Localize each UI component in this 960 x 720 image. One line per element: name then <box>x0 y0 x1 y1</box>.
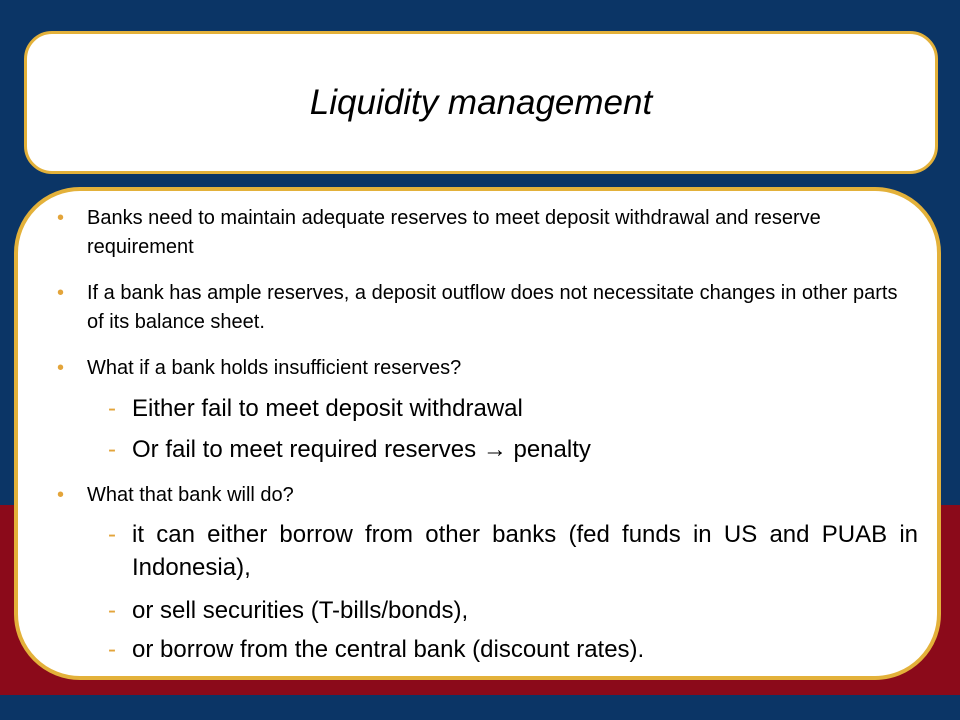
background-bottom-band <box>0 695 960 720</box>
bullet-marker: • <box>57 207 65 229</box>
title-box <box>24 31 938 174</box>
sub-item-text: it can either borrow from other banks (fed funds in US and PUAB in Indonesia), <box>132 521 918 581</box>
sub-item-suffix: penalty <box>513 436 591 463</box>
list-item-text: What if a bank holds insufficient reserves? <box>87 357 462 379</box>
sub-item <box>108 594 908 627</box>
list-item-text: Banks need to maintain adequate reserves to meet deposit withdrawal and reserve requirement <box>87 207 821 258</box>
bullet-marker: • <box>57 282 65 304</box>
sub-item-text: Or fail to meet required reserves <box>132 436 477 463</box>
sub-marker: - <box>108 521 116 548</box>
list-item <box>57 481 901 510</box>
sub-marker: - <box>108 436 116 463</box>
right-arrow-icon: → <box>482 436 507 463</box>
slide-title: Liquidity management <box>309 83 653 122</box>
sub-item-text: Either fail to meet deposit withdrawal <box>132 395 523 422</box>
sub-item <box>108 633 908 666</box>
sub-item <box>108 392 908 425</box>
sub-item-text: or sell securities (T-bills/bonds), <box>132 597 469 624</box>
list-item <box>57 279 901 337</box>
sub-item <box>108 433 908 466</box>
list-item-text: If a bank has ample reserves, a deposit outflow does not necessitate changes in other parts of its balance sheet. <box>87 282 898 333</box>
content-box <box>14 187 941 680</box>
sub-marker: - <box>108 395 116 422</box>
list-item-text: What that bank will do? <box>87 484 294 506</box>
sub-item <box>108 518 918 584</box>
sub-item-content <box>108 433 908 466</box>
bullet-marker: • <box>57 357 65 379</box>
sub-marker: - <box>108 597 116 624</box>
list-item <box>57 354 901 383</box>
sub-marker: - <box>108 636 116 663</box>
sub-item-text: or borrow from the central bank (discount rates). <box>132 636 645 663</box>
list-item <box>57 204 901 262</box>
bullet-marker: • <box>57 484 65 506</box>
